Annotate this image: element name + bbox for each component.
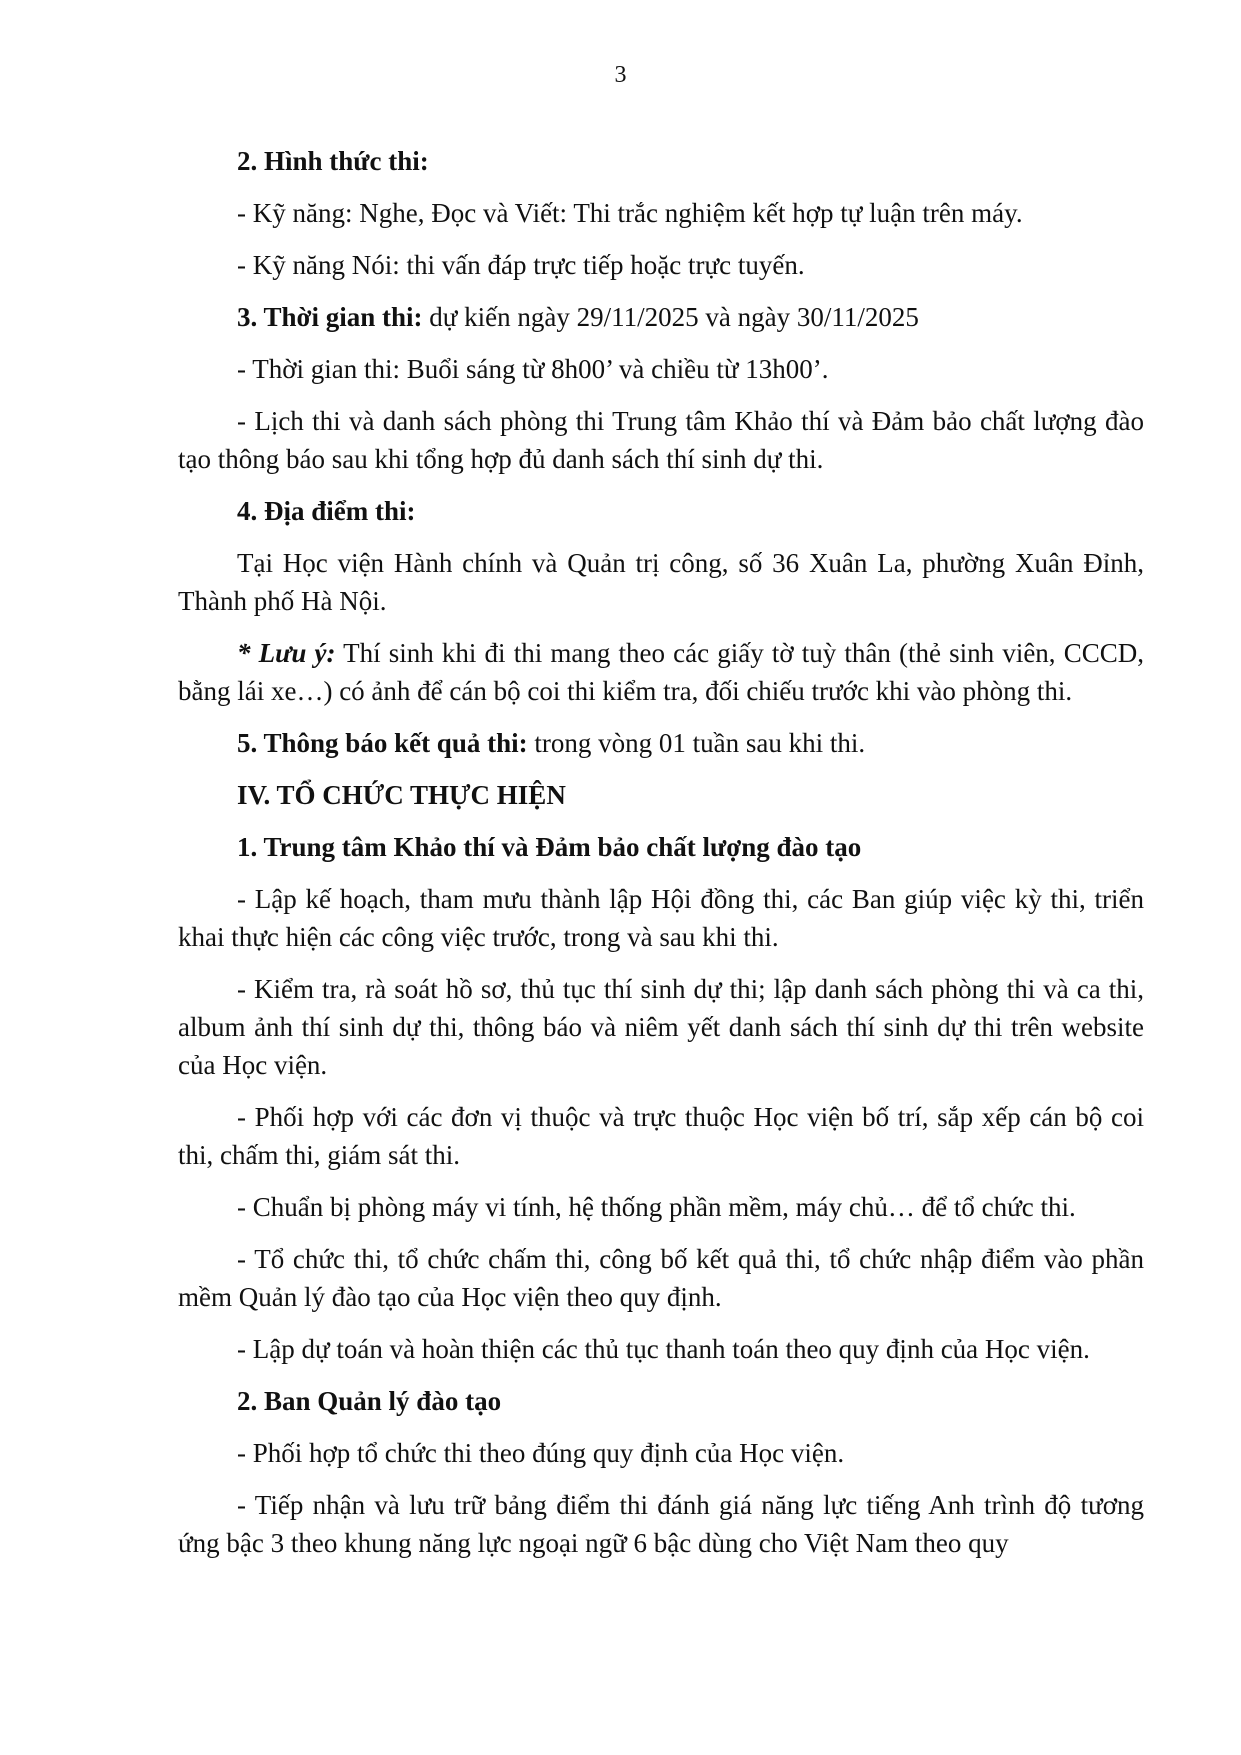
section-heading-results: 5. Thông báo kết quả thi: trong vòng 01 tuần sau khi thi.	[237, 728, 866, 758]
list-item: - Kiểm tra, rà soát hồ sơ, thủ tục thí sinh dự thi; lập danh sách phòng thi và ca thi, album ảnh thí sinh dự thi, thông báo và niêm yết danh sách thí sinh dự thi trên website của Học viện.	[178, 974, 1144, 1080]
list-item: - Tiếp nhận và lưu trữ bảng điểm thi đánh giá năng lực tiếng Anh trình độ tương ứng bậc 3 theo khung năng lực ngoại ngữ 6 bậc dùng cho Việt Nam theo quy	[178, 1490, 1144, 1558]
list-item: - Kỹ năng Nói: thi vấn đáp trực tiếp hoặc trực tuyến.	[237, 250, 805, 280]
list-item: - Tổ chức thi, tổ chức chấm thi, công bố kết quả thi, tổ chức nhập điểm vào phần mềm Quản lý đào tạo của Học viện theo quy định.	[178, 1244, 1144, 1312]
section-heading-exam-time: 3. Thời gian thi: dự kiến ngày 29/11/2025 và ngày 30/11/2025	[237, 302, 919, 332]
list-item: - Lập dự toán và hoàn thiện các thủ tục thanh toán theo quy định của Học viện.	[237, 1334, 1090, 1364]
section-heading-exam-format: 2. Hình thức thi:	[237, 146, 429, 176]
document-body	[178, 142, 1144, 1576]
subsection-heading-testing-center: 1. Trung tâm Khảo thí và Đảm bảo chất lượng đào tạo	[237, 832, 862, 862]
exam-note: * Lưu ý: Thí sinh khi đi thi mang theo các giấy tờ tuỳ thân (thẻ sinh viên, CCCD, bằng lái xe…) có ảnh để cán bộ coi thi kiểm tra, đối chiếu trước khi vào phòng thi.	[178, 638, 1144, 706]
list-item: - Chuẩn bị phòng máy vi tính, hệ thống phần mềm, máy chủ… để tổ chức thi.	[237, 1192, 1076, 1222]
list-item: - Kỹ năng: Nghe, Đọc và Viết: Thi trắc nghiệm kết hợp tự luận trên máy.	[237, 198, 1023, 228]
exam-address: Tại Học viện Hành chính và Quản trị công, số 36 Xuân La, phường Xuân Đỉnh, Thành phố Hà Nội.	[178, 548, 1144, 616]
subsection-heading-training-management: 2. Ban Quản lý đào tạo	[237, 1386, 502, 1416]
part-heading-implementation: IV. TỔ CHỨC THỰC HIỆN	[237, 780, 566, 810]
list-item: - Lập kế hoạch, tham mưu thành lập Hội đồng thi, các Ban giúp việc kỳ thi, triển khai thực hiện các công việc trước, trong và sau khi thi.	[178, 884, 1144, 952]
section-heading-exam-location: 4. Địa điểm thi:	[237, 496, 416, 526]
list-item: - Phối hợp với các đơn vị thuộc và trực thuộc Học viện bố trí, sắp xếp cán bộ coi thi, chấm thi, giám sát thi.	[178, 1102, 1144, 1170]
list-item: - Lịch thi và danh sách phòng thi Trung tâm Khảo thí và Đảm bảo chất lượng đào tạo thông báo sau khi tổng hợp đủ danh sách thí sinh dự thi.	[178, 406, 1144, 474]
list-item: - Phối hợp tổ chức thi theo đúng quy định của Học viện.	[237, 1438, 845, 1468]
page-number: 3	[614, 62, 627, 88]
list-item: - Thời gian thi: Buổi sáng từ 8h00’ và chiều từ 13h00’.	[237, 354, 829, 384]
